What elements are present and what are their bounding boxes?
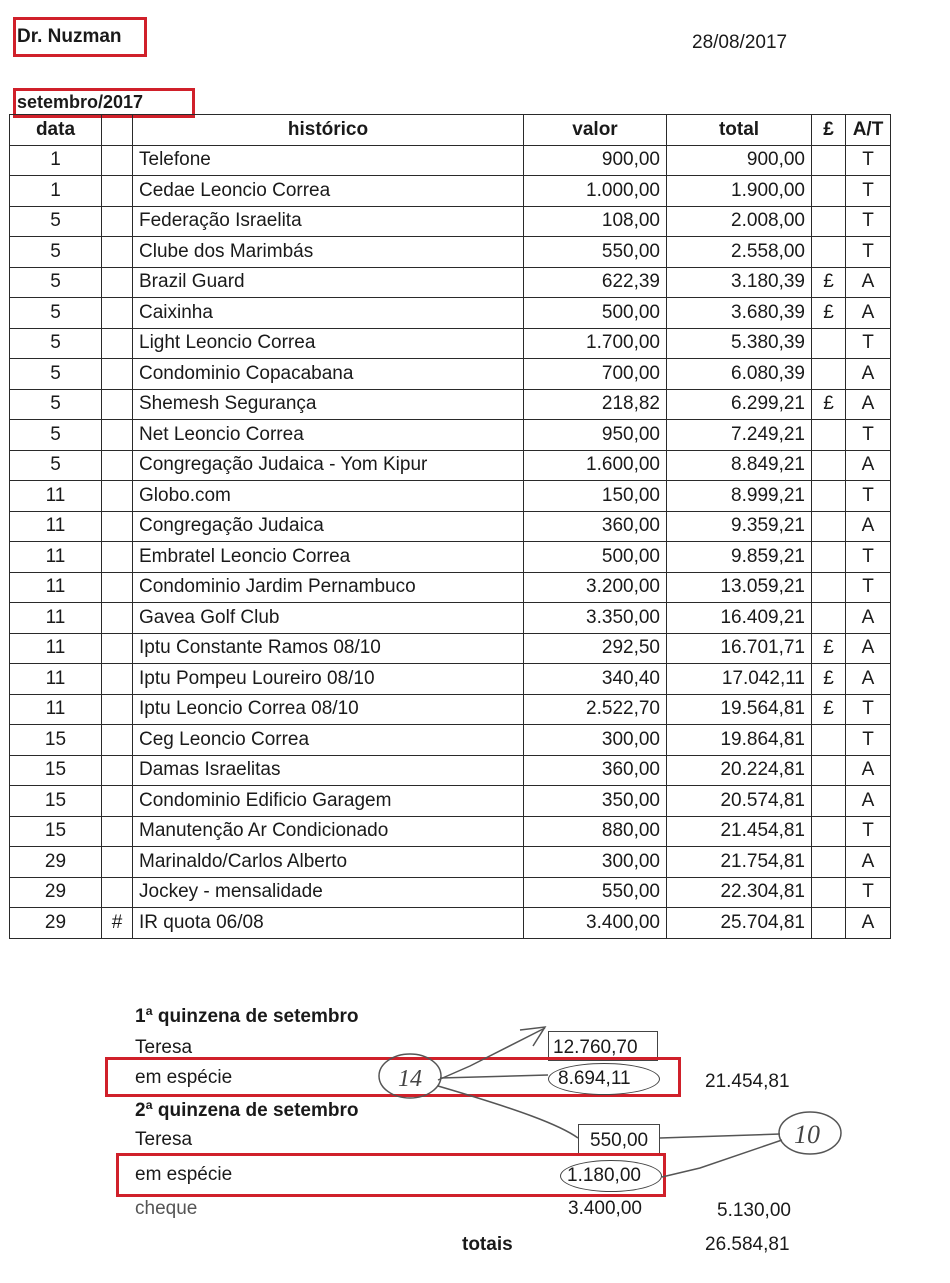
row-at: A	[846, 908, 891, 939]
row-at: A	[846, 511, 891, 542]
row-at: T	[846, 176, 891, 207]
row-description: Marinaldo/Carlos Alberto	[133, 847, 524, 878]
row-pound: £	[812, 633, 846, 664]
document-date: 28/08/2017	[692, 32, 788, 53]
row-mark	[102, 542, 133, 573]
row-description: Jockey - mensalidade	[133, 877, 524, 908]
table-row	[10, 633, 891, 664]
table-row	[10, 481, 891, 512]
handwritten-10: 10	[794, 1120, 820, 1149]
row-total: 8.849,21	[667, 450, 812, 481]
row-day: 11	[10, 572, 102, 603]
row-pound	[812, 511, 846, 542]
q1-total: 21.454,81	[705, 1071, 790, 1092]
q1-especie-label: em espécie	[135, 1067, 233, 1088]
row-mark	[102, 298, 133, 329]
row-description: Condominio Edificio Garagem	[133, 786, 524, 817]
ledger-body	[10, 145, 891, 938]
row-pound	[812, 542, 846, 573]
row-mark	[102, 237, 133, 268]
row-pound: £	[812, 267, 846, 298]
row-pound	[812, 206, 846, 237]
row-description: Condominio Jardim Pernambuco	[133, 572, 524, 603]
row-description: Light Leoncio Correa	[133, 328, 524, 359]
row-mark	[102, 359, 133, 390]
row-valor: 1.700,00	[524, 328, 667, 359]
row-description: Caixinha	[133, 298, 524, 329]
row-description: Iptu Constante Ramos 08/10	[133, 633, 524, 664]
handwritten-line-10-to-teresa	[660, 1134, 780, 1138]
row-at: A	[846, 298, 891, 329]
row-total: 19.864,81	[667, 725, 812, 756]
row-mark	[102, 816, 133, 847]
row-at: T	[846, 481, 891, 512]
table-row	[10, 816, 891, 847]
table-row	[10, 694, 891, 725]
row-total: 16.701,71	[667, 633, 812, 664]
q2-teresa-label: Teresa	[135, 1129, 193, 1150]
row-day: 15	[10, 816, 102, 847]
row-total: 16.409,21	[667, 603, 812, 634]
table-row	[10, 359, 891, 390]
row-mark	[102, 328, 133, 359]
q2-especie-value: 1.180,00	[567, 1165, 641, 1186]
row-total: 9.859,21	[667, 542, 812, 573]
row-at: A	[846, 450, 891, 481]
row-valor: 1.000,00	[524, 176, 667, 207]
q2-especie-label: em espécie	[135, 1164, 233, 1185]
row-description: Brazil Guard	[133, 267, 524, 298]
row-valor: 900,00	[524, 145, 667, 176]
row-pound	[812, 420, 846, 451]
q1-teresa-value: 12.760,70	[553, 1037, 638, 1058]
row-total: 21.754,81	[667, 847, 812, 878]
table-row	[10, 389, 891, 420]
row-pound	[812, 572, 846, 603]
row-pound: £	[812, 298, 846, 329]
row-at: T	[846, 145, 891, 176]
row-pound	[812, 145, 846, 176]
row-total: 6.299,21	[667, 389, 812, 420]
row-mark	[102, 176, 133, 207]
handwritten-line-10-to-especie	[662, 1140, 782, 1177]
row-pound	[812, 725, 846, 756]
row-pound	[812, 877, 846, 908]
row-day: 5	[10, 420, 102, 451]
row-at: A	[846, 664, 891, 695]
row-pound: £	[812, 694, 846, 725]
row-pound	[812, 328, 846, 359]
table-row	[10, 572, 891, 603]
row-valor: 1.600,00	[524, 450, 667, 481]
table-row	[10, 664, 891, 695]
table-row	[10, 267, 891, 298]
row-total: 20.574,81	[667, 786, 812, 817]
row-pound	[812, 603, 846, 634]
row-mark	[102, 786, 133, 817]
col-header-mark	[102, 115, 133, 146]
row-valor: 550,00	[524, 877, 667, 908]
month-title: setembro/2017	[17, 92, 144, 112]
table-row	[10, 145, 891, 176]
handwritten-circle-10	[779, 1112, 841, 1154]
row-at: T	[846, 572, 891, 603]
row-total: 21.454,81	[667, 816, 812, 847]
row-mark	[102, 725, 133, 756]
row-at: T	[846, 328, 891, 359]
row-total: 2.008,00	[667, 206, 812, 237]
row-day: 1	[10, 145, 102, 176]
row-total: 900,00	[667, 145, 812, 176]
row-day: 11	[10, 664, 102, 695]
row-description: Damas Israelitas	[133, 755, 524, 786]
table-row	[10, 786, 891, 817]
col-header-at: A/T	[846, 115, 891, 146]
row-day: 5	[10, 267, 102, 298]
row-pound	[812, 816, 846, 847]
row-total: 7.249,21	[667, 420, 812, 451]
row-valor: 292,50	[524, 633, 667, 664]
table-row	[10, 603, 891, 634]
q2-cheque-value: 3.400,00	[568, 1198, 642, 1219]
row-at: T	[846, 725, 891, 756]
row-mark	[102, 420, 133, 451]
row-valor: 3.350,00	[524, 603, 667, 634]
row-description: Gavea Golf Club	[133, 603, 524, 634]
row-description: Globo.com	[133, 481, 524, 512]
table-row	[10, 877, 891, 908]
table-row	[10, 176, 891, 207]
row-day: 5	[10, 237, 102, 268]
row-valor: 218,82	[524, 389, 667, 420]
row-total: 13.059,21	[667, 572, 812, 603]
row-mark	[102, 267, 133, 298]
row-valor: 360,00	[524, 755, 667, 786]
row-total: 3.680,39	[667, 298, 812, 329]
q2-total: 5.130,00	[717, 1200, 791, 1221]
row-at: A	[846, 633, 891, 664]
q2-cheque-label: cheque	[135, 1198, 198, 1219]
row-day: 29	[10, 847, 102, 878]
row-day: 1	[10, 176, 102, 207]
row-pound	[812, 481, 846, 512]
row-valor: 3.400,00	[524, 908, 667, 939]
row-day: 15	[10, 755, 102, 786]
row-valor: 108,00	[524, 206, 667, 237]
row-pound	[812, 755, 846, 786]
row-at: A	[846, 847, 891, 878]
row-at: T	[846, 816, 891, 847]
row-pound	[812, 359, 846, 390]
table-row	[10, 328, 891, 359]
totals-label: totais	[462, 1234, 513, 1255]
table-row	[10, 755, 891, 786]
row-day: 29	[10, 908, 102, 939]
row-total: 19.564,81	[667, 694, 812, 725]
row-total: 20.224,81	[667, 755, 812, 786]
row-description: Congregação Judaica	[133, 511, 524, 542]
row-day: 11	[10, 633, 102, 664]
row-at: T	[846, 237, 891, 268]
row-mark	[102, 145, 133, 176]
row-day: 15	[10, 725, 102, 756]
row-valor: 550,00	[524, 237, 667, 268]
col-header-historico: histórico	[133, 115, 524, 146]
row-mark	[102, 694, 133, 725]
row-valor: 350,00	[524, 786, 667, 817]
row-day: 11	[10, 481, 102, 512]
row-day: 29	[10, 877, 102, 908]
row-valor: 360,00	[524, 511, 667, 542]
row-description: IR quota 06/08	[133, 908, 524, 939]
row-valor: 950,00	[524, 420, 667, 451]
row-pound	[812, 908, 846, 939]
row-mark	[102, 633, 133, 664]
row-mark	[102, 877, 133, 908]
row-mark	[102, 450, 133, 481]
table-row	[10, 542, 891, 573]
row-description: Ceg Leoncio Correa	[133, 725, 524, 756]
row-total: 3.180,39	[667, 267, 812, 298]
row-mark: #	[102, 908, 133, 939]
col-header-total: total	[667, 115, 812, 146]
row-day: 5	[10, 389, 102, 420]
row-day: 11	[10, 511, 102, 542]
totals-value: 26.584,81	[705, 1234, 790, 1255]
q2-title: 2ª quinzena de setembro	[135, 1100, 359, 1121]
col-header-pound: £	[812, 115, 846, 146]
row-description: Iptu Pompeu Loureiro 08/10	[133, 664, 524, 695]
q1-teresa-label: Teresa	[135, 1037, 193, 1058]
row-valor: 150,00	[524, 481, 667, 512]
row-valor: 500,00	[524, 298, 667, 329]
handwritten-14: 14	[398, 1066, 422, 1092]
table-row	[10, 237, 891, 268]
row-at: T	[846, 694, 891, 725]
table-row	[10, 908, 891, 939]
row-description: Congregação Judaica - Yom Kipur	[133, 450, 524, 481]
row-at: A	[846, 603, 891, 634]
row-total: 25.704,81	[667, 908, 812, 939]
ledger-table	[9, 114, 891, 939]
row-at: A	[846, 755, 891, 786]
row-total: 17.042,11	[667, 664, 812, 695]
row-description: Federação Israelita	[133, 206, 524, 237]
row-day: 11	[10, 603, 102, 634]
row-total: 6.080,39	[667, 359, 812, 390]
handwritten-arrowhead-top	[520, 1027, 545, 1046]
row-valor: 880,00	[524, 816, 667, 847]
row-at: T	[846, 542, 891, 573]
row-pound	[812, 847, 846, 878]
row-description: Embratel Leoncio Correa	[133, 542, 524, 573]
row-total: 5.380,39	[667, 328, 812, 359]
table-row	[10, 847, 891, 878]
row-valor: 300,00	[524, 725, 667, 756]
row-mark	[102, 847, 133, 878]
row-at: A	[846, 786, 891, 817]
row-valor: 3.200,00	[524, 572, 667, 603]
row-day: 5	[10, 359, 102, 390]
table-row	[10, 511, 891, 542]
row-description: Telefone	[133, 145, 524, 176]
table-row	[10, 298, 891, 329]
row-at: A	[846, 267, 891, 298]
q1-title: 1ª quinzena de setembro	[135, 1006, 359, 1027]
table-row	[10, 725, 891, 756]
table-row	[10, 450, 891, 481]
row-pound	[812, 176, 846, 207]
table-row	[10, 206, 891, 237]
row-day: 5	[10, 206, 102, 237]
row-valor: 300,00	[524, 847, 667, 878]
row-day: 15	[10, 786, 102, 817]
row-description: Shemesh Segurança	[133, 389, 524, 420]
row-total: 22.304,81	[667, 877, 812, 908]
row-mark	[102, 206, 133, 237]
row-description: Iptu Leoncio Correa 08/10	[133, 694, 524, 725]
row-mark	[102, 481, 133, 512]
row-pound	[812, 786, 846, 817]
row-at: A	[846, 359, 891, 390]
row-valor: 700,00	[524, 359, 667, 390]
row-mark	[102, 572, 133, 603]
row-description: Cedae Leoncio Correa	[133, 176, 524, 207]
row-day: 5	[10, 450, 102, 481]
row-description: Clube dos Marimbás	[133, 237, 524, 268]
row-pound	[812, 237, 846, 268]
q2-teresa-value: 550,00	[590, 1130, 649, 1151]
row-at: T	[846, 420, 891, 451]
row-day: 11	[10, 542, 102, 573]
row-at: T	[846, 206, 891, 237]
row-mark	[102, 389, 133, 420]
row-valor: 622,39	[524, 267, 667, 298]
row-mark	[102, 511, 133, 542]
doctor-name: Dr. Nuzman	[17, 26, 122, 47]
row-total: 1.900,00	[667, 176, 812, 207]
row-description: Condominio Copacabana	[133, 359, 524, 390]
row-total: 8.999,21	[667, 481, 812, 512]
row-mark	[102, 603, 133, 634]
row-description: Manutenção Ar Condicionado	[133, 816, 524, 847]
table-header-row	[10, 115, 891, 146]
row-valor: 2.522,70	[524, 694, 667, 725]
row-total: 9.359,21	[667, 511, 812, 542]
row-pound	[812, 450, 846, 481]
col-header-valor: valor	[524, 115, 667, 146]
row-pound: £	[812, 664, 846, 695]
row-valor: 340,40	[524, 664, 667, 695]
row-day: 5	[10, 298, 102, 329]
row-valor: 500,00	[524, 542, 667, 573]
table-row	[10, 420, 891, 451]
row-description: Net Leoncio Correa	[133, 420, 524, 451]
col-header-data: data	[10, 115, 102, 146]
row-at: A	[846, 389, 891, 420]
row-mark	[102, 664, 133, 695]
row-pound: £	[812, 389, 846, 420]
q1-especie-value: 8.694,11	[558, 1068, 631, 1089]
row-total: 2.558,00	[667, 237, 812, 268]
row-day: 11	[10, 694, 102, 725]
row-mark	[102, 755, 133, 786]
row-at: T	[846, 877, 891, 908]
row-day: 5	[10, 328, 102, 359]
